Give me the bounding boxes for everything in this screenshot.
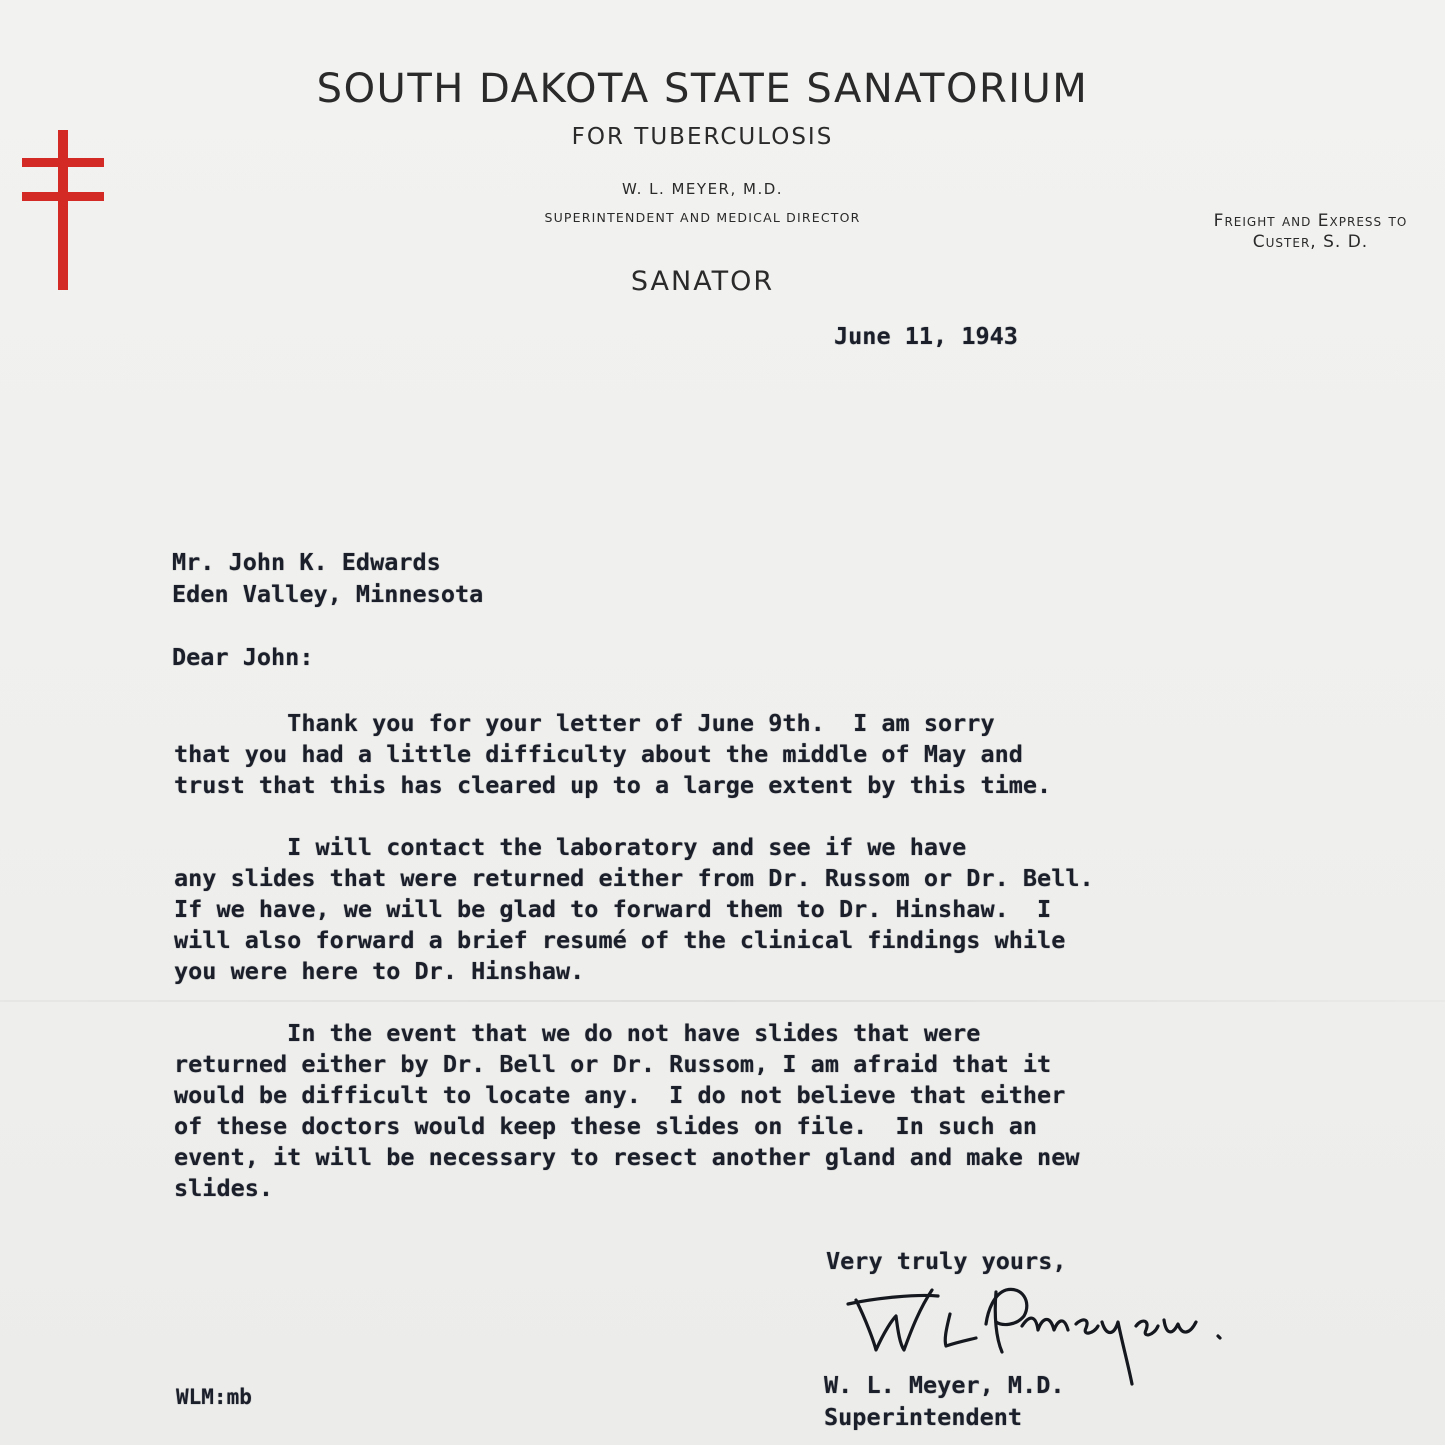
freight-note <box>1178 211 1443 253</box>
letterhead-place: SANATOR <box>630 266 775 297</box>
salutation: Dear John: <box>172 643 314 671</box>
body-paragraph-3: In the event that we do not have slides that were returned either by Dr. Bell or Dr. Russom, I am afraid that it would be difficult to locate any. I do not believe that either of these doctors would keep these slides on file. In such an event, it will be necessary to resect another gland and make new slides. <box>174 1019 1080 1202</box>
signer-name: W. L. Meyer, M.D. <box>824 1371 1065 1399</box>
freight-line-1: Freight and Express to <box>1213 211 1408 231</box>
recipient-address: Eden Valley, Minnesota <box>172 580 484 608</box>
letterhead-title: SOUTH DAKOTA STATE SANATORIUM <box>316 66 1089 112</box>
letterhead-director-name: W. L. MEYER, M.D. <box>621 180 784 198</box>
paper-fold-line <box>0 1000 1445 1002</box>
body-paragraph-1: Thank you for your letter of June 9th. I am sorry that you had a little difficulty about the middle of May and trust that this has cleared up to a large extent by this time. <box>174 709 1052 799</box>
letterhead-subtitle: FOR TUBERCULOSIS <box>571 124 834 150</box>
signer-title: Superintendent <box>824 1403 1023 1431</box>
freight-line-2: Custer, S. D. <box>1252 232 1369 252</box>
body-paragraph-2: I will contact the laboratory and see if we have any slides that were returned either from Dr. Russom or Dr. Bell. If we have, we will be glad to forward them to Dr. Hinshaw. I will also forward a brief resumé of the clinical findings while you were here to Dr. Hinshaw. <box>174 833 1094 985</box>
letterhead-director-role: SUPERINTENDENT AND MEDICAL DIRECTOR <box>544 210 861 225</box>
recipient-name: Mr. John K. Edwards <box>172 548 441 576</box>
reference-initials: WLM:mb <box>176 1385 252 1409</box>
letter-date: June 11, 1943 <box>834 322 1018 350</box>
closing: Very truly yours, <box>826 1247 1067 1275</box>
